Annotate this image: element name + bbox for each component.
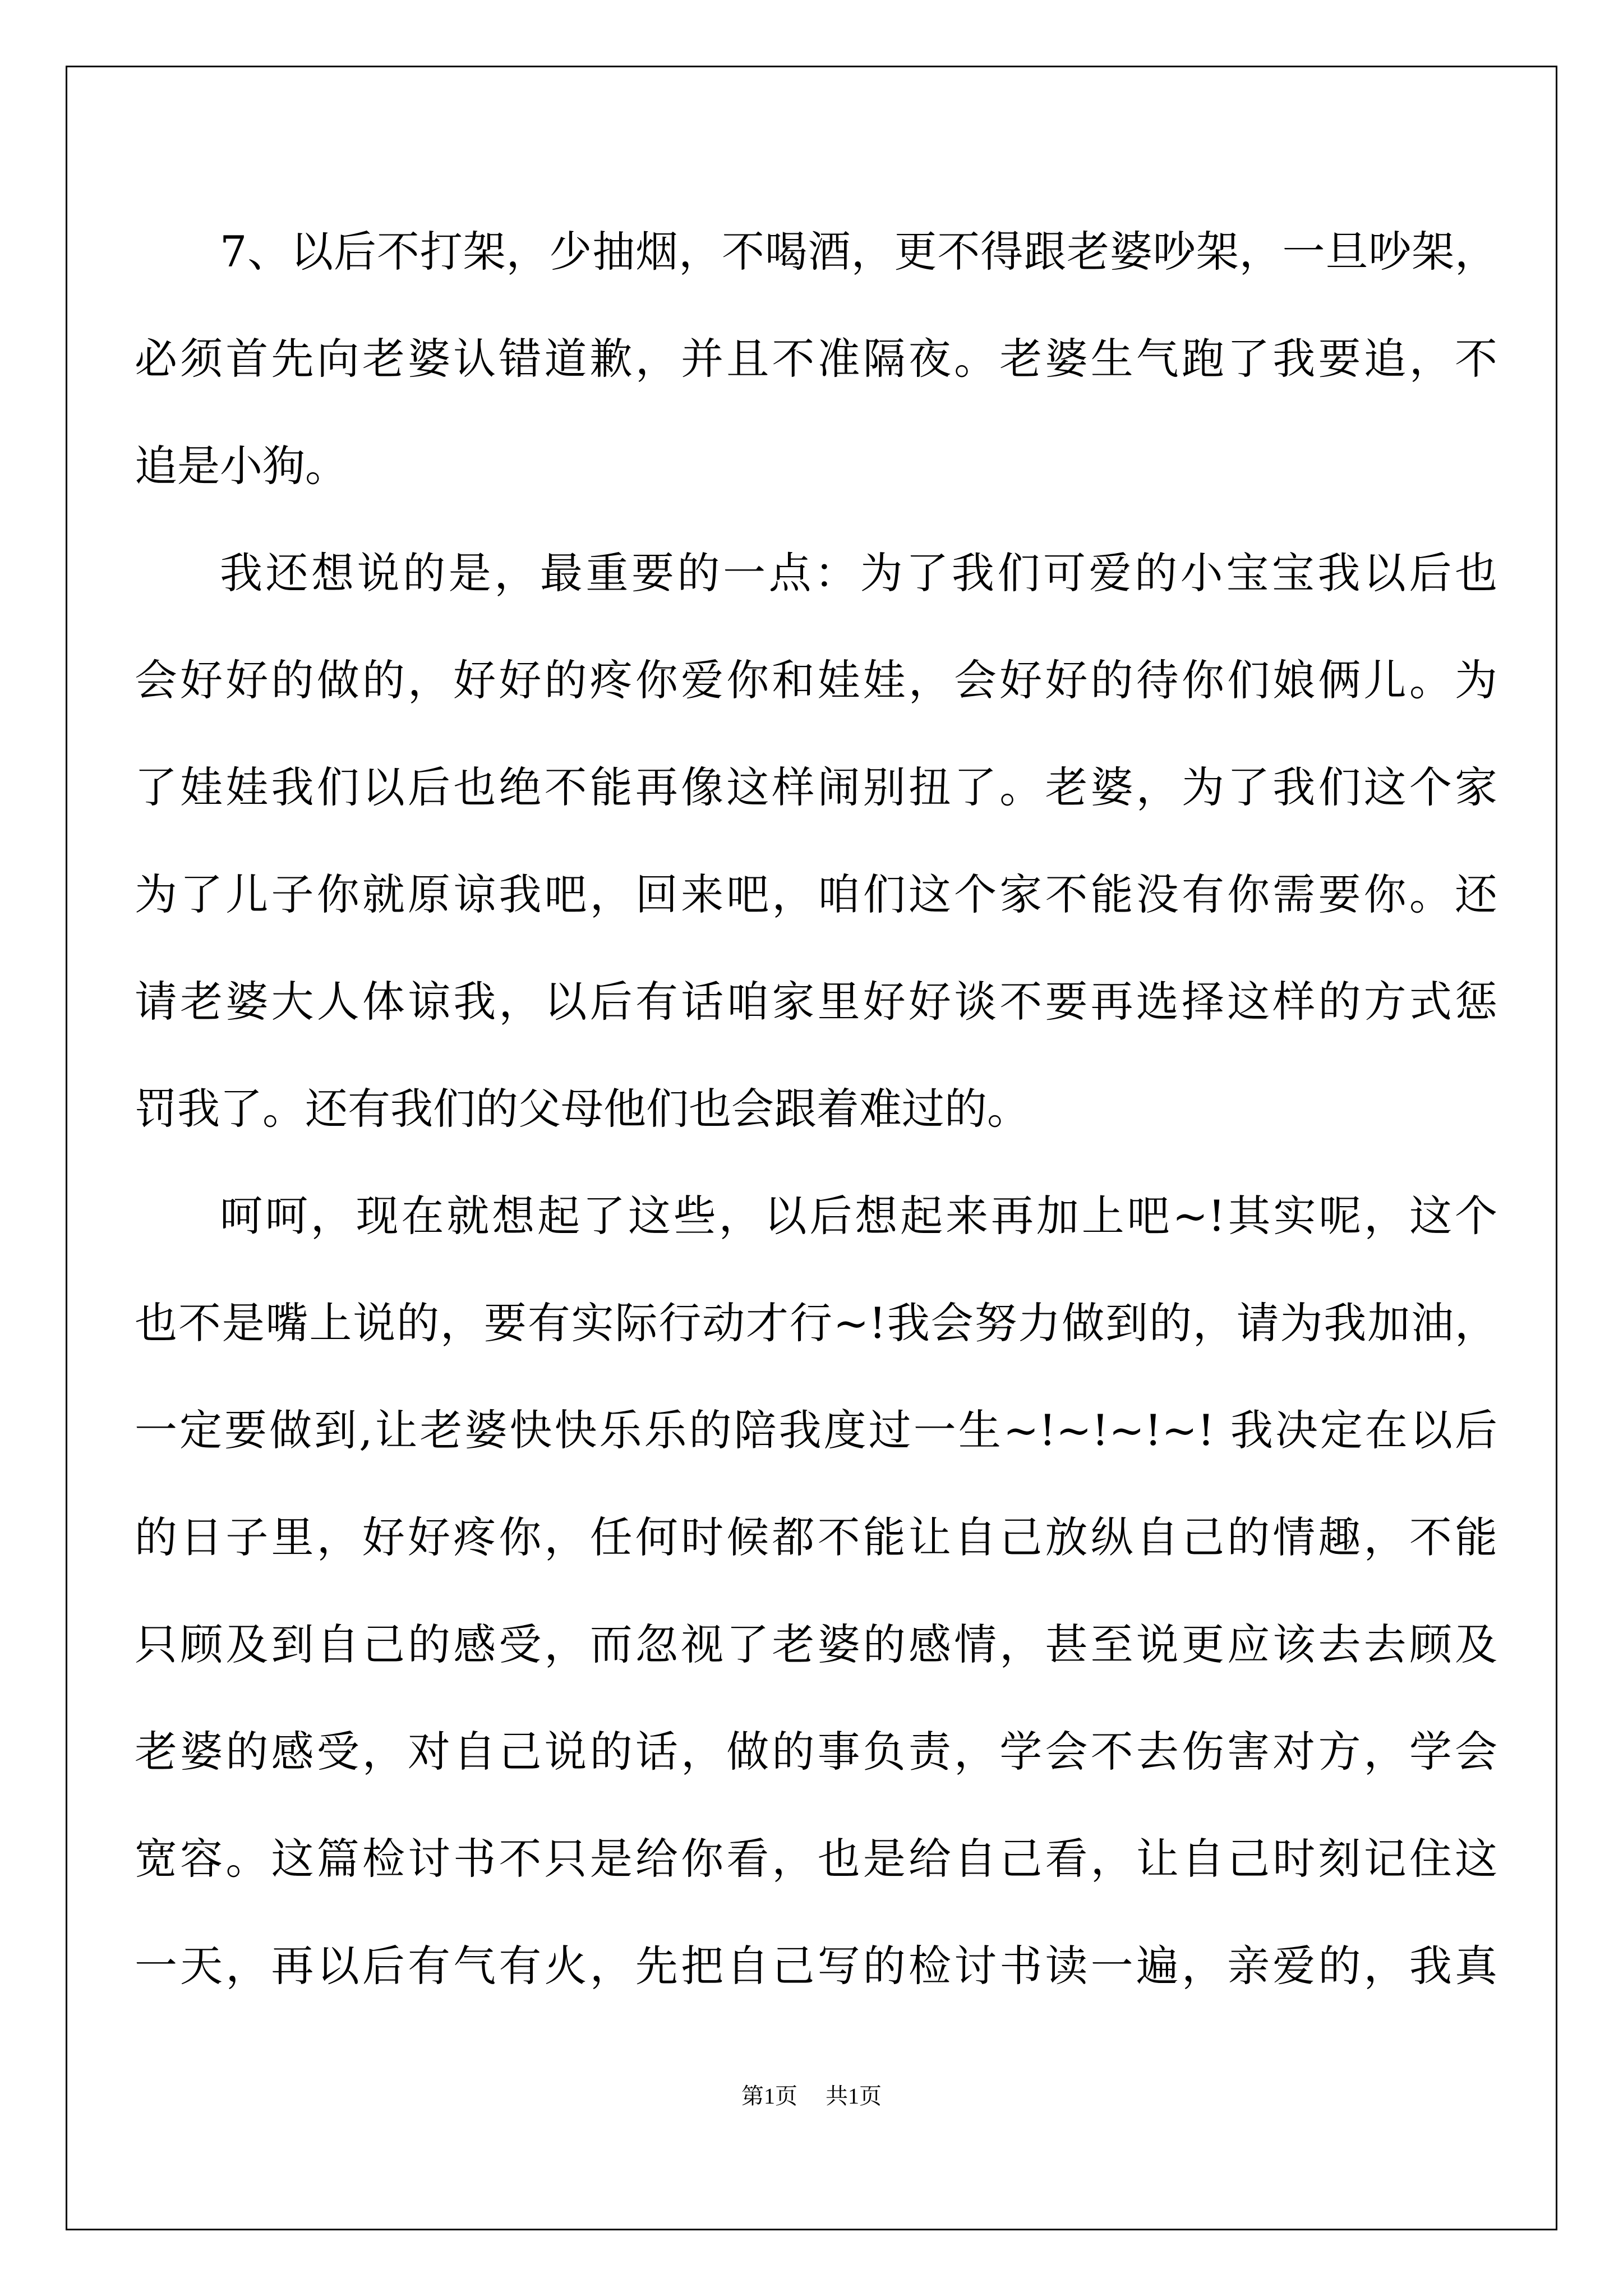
text-line: 罚我了。还有我们的父母他们也会跟着难过的。 bbox=[135, 1084, 1030, 1134]
text-line: 的日子里，好好疼你，任何时候都不能让自己放纵自己的情趣，不能 bbox=[135, 1512, 1497, 1562]
text-line: 请老婆大人体谅我，以后有话咱家里好好谈不要再选择这样的方式惩 bbox=[135, 977, 1497, 1027]
page-footer bbox=[0, 2082, 1623, 2110]
page-total: 共1页 bbox=[826, 2083, 882, 2109]
page-number: 第1页 bbox=[741, 2083, 797, 2109]
text-line: 了娃娃我们以后也绝不能再像这样闹别扭了。老婆，为了我们这个家 bbox=[135, 762, 1497, 812]
text-line: 为了儿子你就原谅我吧，回来吧，咱们这个家不能没有你需要你。还 bbox=[135, 869, 1497, 919]
text-line: 我还想说的是，最重要的一点：为了我们可爱的小宝宝我以后也 bbox=[220, 548, 1497, 598]
text-line: 宽容。这篇检讨书不只是给你看，也是给自己看，让自己时刻记住这 bbox=[135, 1834, 1497, 1884]
text-line: 也不是嘴上说的，要有实际行动才行~!我会努力做到的，请为我加油， bbox=[135, 1298, 1497, 1348]
text-line: 会好好的做的，好好的疼你爱你和娃娃，会好好的待你们娘俩儿。为 bbox=[135, 655, 1497, 705]
text-line: 必须首先向老婆认错道歉，并且不准隔夜。老婆生气跑了我要追，不 bbox=[135, 334, 1497, 384]
text-line: 追是小狗。 bbox=[135, 441, 348, 491]
text-line: 一天，再以后有气有火，先把自己写的检讨书读一遍，亲爱的，我真 bbox=[135, 1941, 1497, 1991]
page-border bbox=[66, 66, 1557, 2230]
text-line: 一定要做到,让老婆快快乐乐的陪我度过一生~!~!~!~! 我决定在以后 bbox=[135, 1405, 1497, 1455]
text-line: 只顾及到自己的感受，而忽视了老婆的感情，甚至说更应该去去顾及 bbox=[135, 1619, 1497, 1669]
text-line: 老婆的感受，对自己说的话，做的事负责，学会不去伤害对方，学会 bbox=[135, 1727, 1497, 1777]
text-line: 7、以后不打架，少抽烟，不喝酒，更不得跟老婆吵架，一旦吵架， bbox=[220, 227, 1497, 277]
text-line: 呵呵，现在就想起了这些，以后想起来再加上吧~!其实呢，这个 bbox=[220, 1191, 1497, 1241]
